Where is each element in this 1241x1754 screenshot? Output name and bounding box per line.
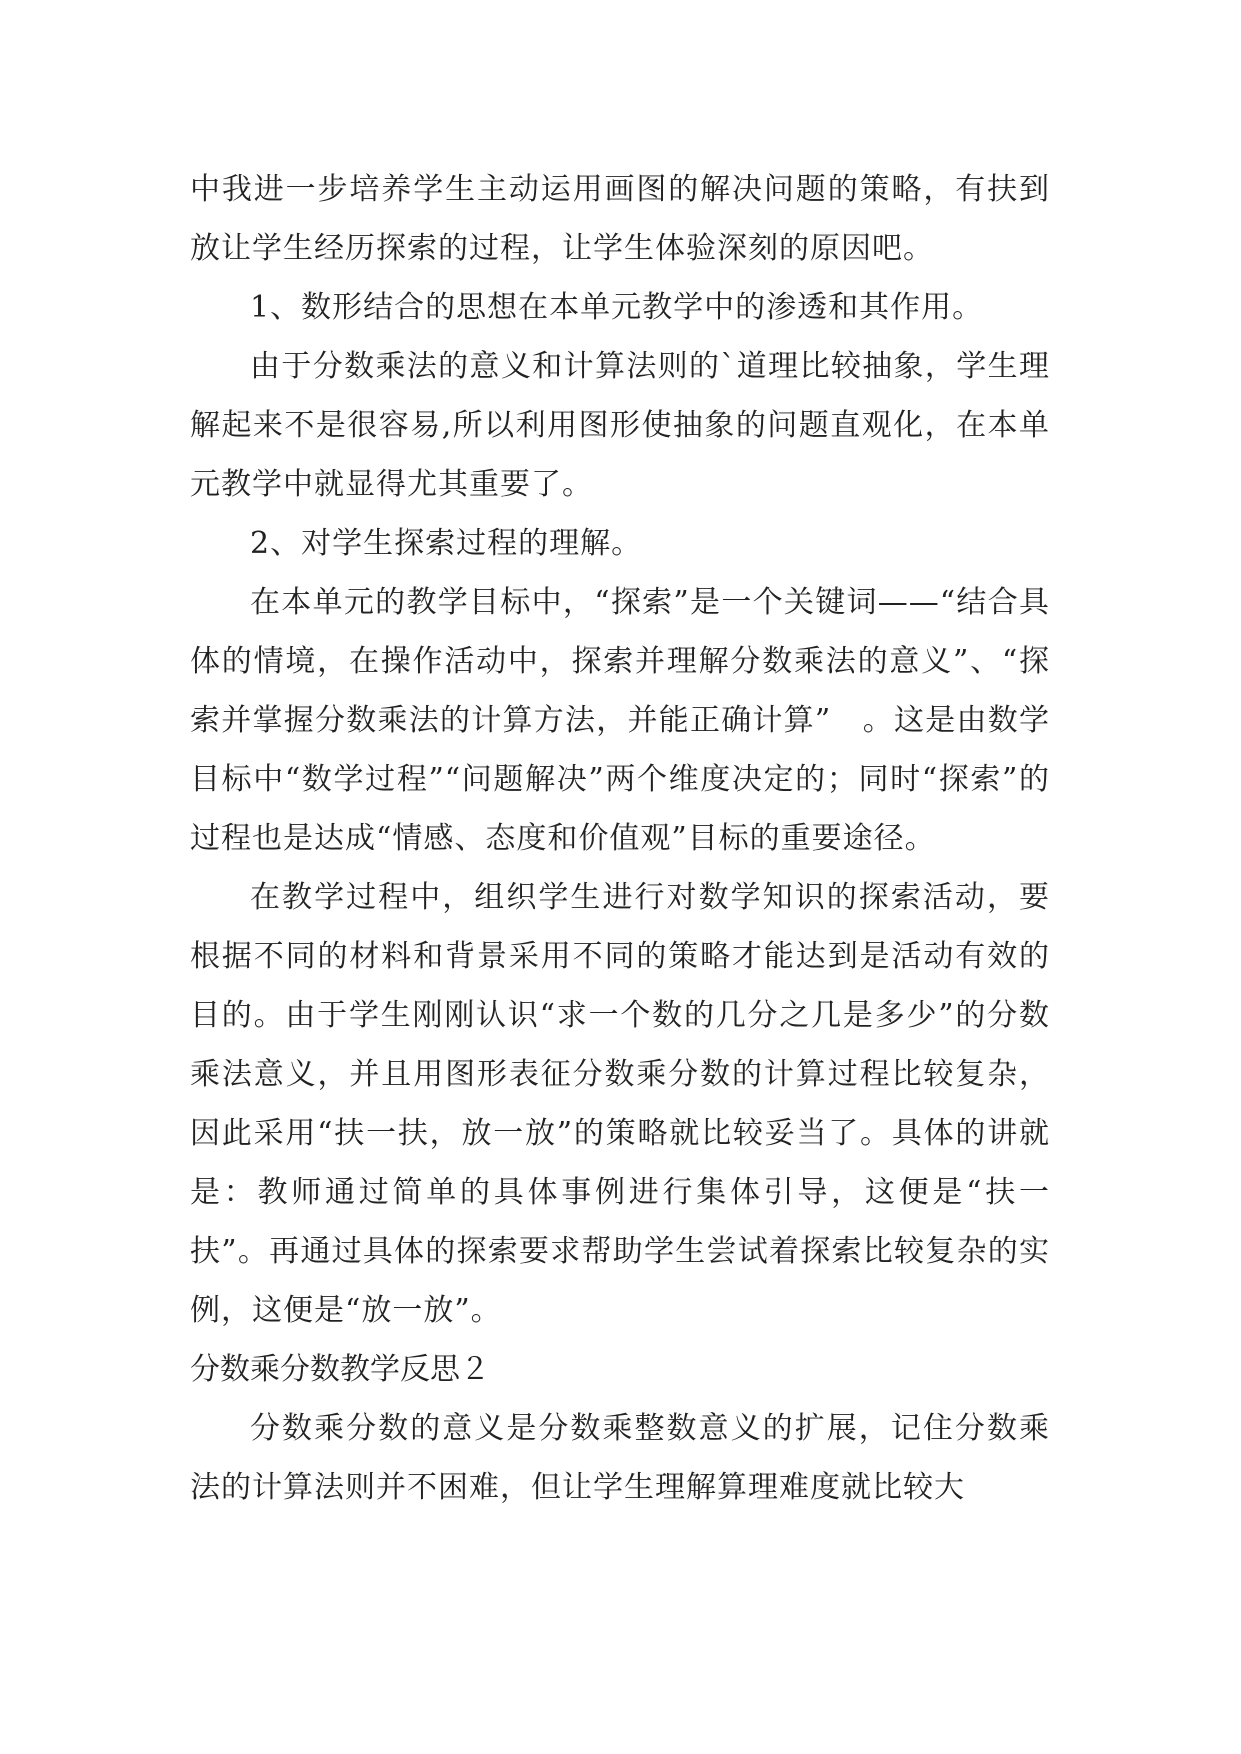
- paragraph-point-2: 2、对学生探索过程的理解。: [250, 526, 643, 561]
- paragraph-section-2-intro: 分数乘分数的意义是分数乘整数意义的扩展，记住分数乘法的计算法则并不困难，但让学生理解算理难度就比较大: [190, 1411, 1050, 1505]
- paragraph-point-1-body: 由于分数乘法的意义和计算法则的`道理比较抽象，学生理解起来不是很容易,所以利用图形使抽象的问题直观化，在本单元教学中就显得尤其重要了。: [190, 349, 1050, 502]
- document-body: [190, 160, 1050, 1517]
- paragraph-point-2-body: 在本单元的教学目标中，“探索”是一个关键词——“结合具体的情境，在操作活动中，探索并理解分数乘法的意义”、“探索并掌握分数乘法的计算方法，并能正确计算” 。这是由数学目标中“数学过程”“问题解决”两个维度决定的；同时“探索”的过程也是达成“情感、态度和价值观”目标的重要途径。: [190, 585, 1050, 856]
- paragraph-strategy: 在教学过程中，组织学生进行对数学知识的探索活动，要根据不同的材料和背景采用不同的策略才能达到是活动有效的目的。由于学生刚刚认识“求一个数的几分之几是多少”的分数乘法意义，并且用图形表征分数乘分数的计算过程比较复杂，因此采用“扶一扶，放一放”的策略就比较妥当了。具体的讲就是：教师通过简单的具体事例进行集体引导，这便是“扶一扶”。再通过具体的探索要求帮助学生尝试着探索比较复杂的实例，这便是“放一放”。: [190, 880, 1050, 1328]
- paragraph-continuation: 中我进一步培养学生主动运用画图的解决问题的策略，有扶到放让学生经历探索的过程，让学生体验深刻的原因吧。: [190, 172, 1050, 266]
- paragraph-point-1: 1、数形结合的思想在本单元教学中的渗透和其作用。: [250, 290, 984, 325]
- section-heading: 分数乘分数教学反思２: [190, 1352, 490, 1387]
